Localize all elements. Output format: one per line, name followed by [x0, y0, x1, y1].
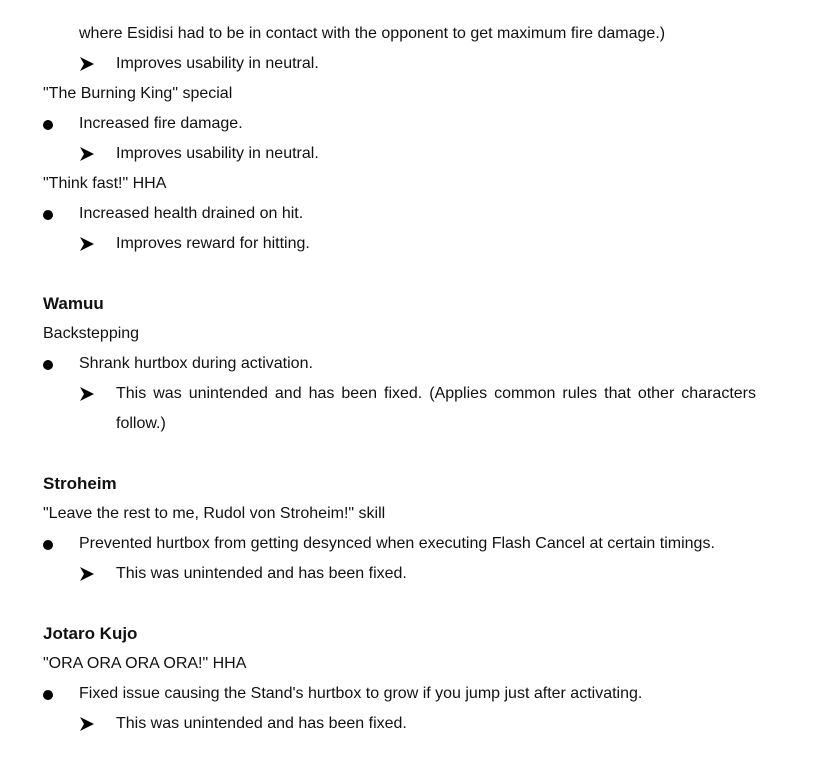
arrowhead-bullet-icon — [80, 387, 94, 401]
esidisi-continuation-text: where Esidisi had to be in contact with the opponent to get maximum fire damage.) — [79, 25, 666, 42]
bullet-text: Increased fire damage. — [79, 115, 243, 132]
arrowhead-bullet-icon — [80, 717, 94, 731]
move-name: "Leave the rest to me, Rudol von Stroheim!" skill — [43, 505, 386, 522]
filled-circle-bullet-icon — [43, 540, 53, 550]
move-name: Backstepping — [43, 325, 140, 342]
bullet-text: Fixed issue causing the Stand's hurtbox to grow if you jump just after activating. — [79, 685, 643, 702]
sub-bullet-text-continuation: follow.) — [116, 415, 166, 432]
arrowhead-bullet-icon — [80, 237, 94, 251]
character-heading-jotaro: Jotaro Kujo — [43, 624, 138, 643]
sub-bullet-text: This was unintended and has been fixed. — [116, 715, 407, 732]
bullet-text: Shrank hurtbox during activation. — [79, 355, 313, 372]
filled-circle-bullet-icon — [43, 360, 53, 370]
move-name: "ORA ORA ORA ORA!" HHA — [43, 655, 247, 672]
sub-bullet-text: Improves usability in neutral. — [116, 55, 319, 72]
move-name: "Think fast!" HHA — [43, 175, 167, 192]
sub-bullet-text: Improves reward for hitting. — [116, 235, 310, 252]
arrowhead-bullet-icon — [80, 57, 94, 71]
bullet-text: Prevented hurtbox from getting desynced when executing Flash Cancel at certain timings. — [79, 535, 715, 552]
arrowhead-bullet-icon — [80, 567, 94, 581]
move-name: "The Burning King" special — [43, 85, 233, 102]
sub-bullet-text: Improves usability in neutral. — [116, 145, 319, 162]
bullet-text: Increased health drained on hit. — [79, 205, 304, 222]
filled-circle-bullet-icon — [43, 690, 53, 700]
character-heading-wamuu: Wamuu — [43, 294, 104, 313]
filled-circle-bullet-icon — [43, 210, 53, 220]
arrowhead-bullet-icon — [80, 147, 94, 161]
sub-bullet-text: This was unintended and has been fixed. (Applies common rules that other characters — [116, 385, 756, 402]
filled-circle-bullet-icon — [43, 120, 53, 130]
character-heading-stroheim: Stroheim — [43, 474, 117, 493]
sub-bullet-text: This was unintended and has been fixed. — [116, 565, 407, 582]
